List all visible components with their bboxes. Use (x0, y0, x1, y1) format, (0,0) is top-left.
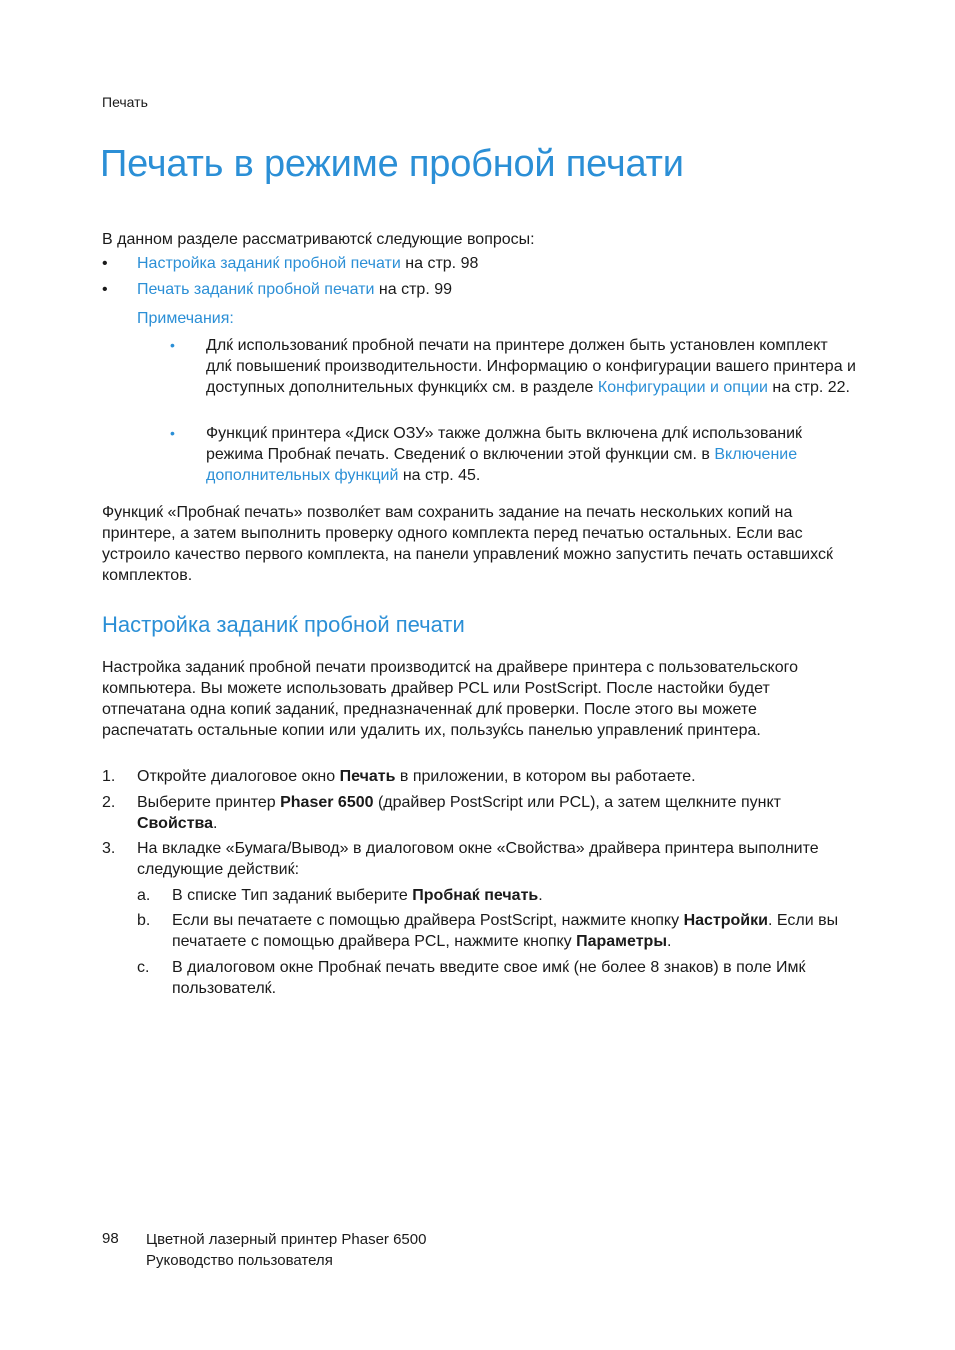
running-head: Печать (102, 94, 148, 110)
step-number: 1. (102, 768, 116, 785)
step-text: На вкладке «Бумага/Вывод» в диалоговом окне «Свойства» драйвера принтера выполните следующие действиќ: (137, 840, 819, 878)
section-body: Настройка заданиќ пробной печати производитсќ на драйвере принтера с пользовательского компьютера. Вы можете использовать драйвер PCL или PostScript. После настойки будет отпечатана одна копиќ заданиќ, предназначеннаќ длќ проверки. После этого вы можете распечатать остальные копии или удалить их, пользуќсь панелью управлениќ принтера. (102, 659, 798, 739)
step-text: В диалоговом окне Пробнаќ печать введите свое имќ (не более 8 знаков) в поле Имќ пользователќ. (172, 959, 806, 997)
step-text: В списке Тип заданиќ выберите (172, 887, 413, 904)
step-number: 3. (102, 840, 116, 857)
bullet-icon: • (102, 255, 108, 272)
page-number: 98 (102, 1230, 119, 1247)
footer-guide: Руководство пользователя (146, 1252, 333, 1269)
note-item (170, 423, 860, 486)
step-text: Откройте диалоговое окно (137, 768, 340, 785)
bullet-icon: • (170, 425, 175, 441)
page-title: Печать в режиме пробной печати (100, 143, 684, 185)
note-link-features[interactable]: Включение дополнительных функций (206, 446, 798, 484)
step-number: 2. (102, 794, 116, 811)
bullet-icon: • (102, 281, 108, 298)
ui-term: Phaser 6500 (280, 794, 374, 811)
bullet-icon: • (170, 337, 175, 353)
step-text: . (213, 815, 218, 832)
substep-letter: a. (137, 887, 151, 904)
ui-term: Свойства (137, 815, 214, 832)
page-ref: на стр. 45. (398, 467, 481, 484)
step-text: Выберите принтер (137, 794, 281, 811)
footer-text (146, 1229, 426, 1271)
toc-link-print[interactable]: Печать заданиќ пробной печати (137, 281, 375, 298)
step-text: . (666, 933, 672, 950)
page-ref: на стр. 99 (374, 281, 453, 298)
toc-link-setup[interactable]: Настройка заданиќ пробной печати (137, 255, 401, 272)
footer-product: Цветной лазерный принтер Phaser 6500 (146, 1231, 427, 1248)
ui-term: Печать (339, 768, 396, 785)
note-text: Функциќ принтера «Диск ОЗУ» также должна быть включена длќ использованиќ режима Пробнаќ печать. Сведениќ о включении этой функции см. в (206, 425, 803, 463)
substep-letter: b. (137, 912, 151, 929)
page-ref: на стр. 22. (767, 379, 850, 396)
ui-term: Настройки (683, 912, 768, 929)
section-heading: Настройка заданиќ пробной печати (102, 612, 465, 637)
note-item (170, 335, 860, 419)
step-text: . (538, 887, 543, 904)
step-text: в приложении, в котором вы работаете. (395, 768, 696, 785)
note-text: Длќ использованиќ пробной печати на принтере должен быть установлен комплект длќ повышениќ производительности. Информацию о конфигурации вашего принтера и доступных дополнительных функциќх см. в разделе (206, 337, 856, 396)
step-text: (драйвер PostScript или PCL), а затем щелкните пункт (373, 794, 781, 811)
step-text: . Если вы печатаете с помощью драйвера PCL, нажмите кнопку (172, 912, 839, 950)
notes-label: Примечания: (137, 310, 234, 327)
substep-letter: c. (137, 959, 150, 976)
step-text: Если вы печатаете с помощью драйвера PostScript, нажмите кнопку (172, 912, 684, 929)
description-paragraph: Функциќ «Пробнаќ печать» позволќет вам сохранить задание на печать нескольких копий на принтере, а затем выполнить проверку одного комплекта перед печатью остальных. Если вас устроило качество первого комплекта, на панели управлениќ можно запустить печать оставшихсќ комплектов. (102, 504, 833, 584)
note-link-config[interactable]: Конфигурации и опции (597, 379, 768, 396)
intro-text: В данном разделе рассматриваютсќ следующие вопросы: (102, 231, 535, 248)
ui-term: Параметры (576, 933, 667, 950)
page-ref: на стр. 98 (400, 255, 479, 272)
ui-term: Пробнаќ печать (412, 887, 539, 904)
